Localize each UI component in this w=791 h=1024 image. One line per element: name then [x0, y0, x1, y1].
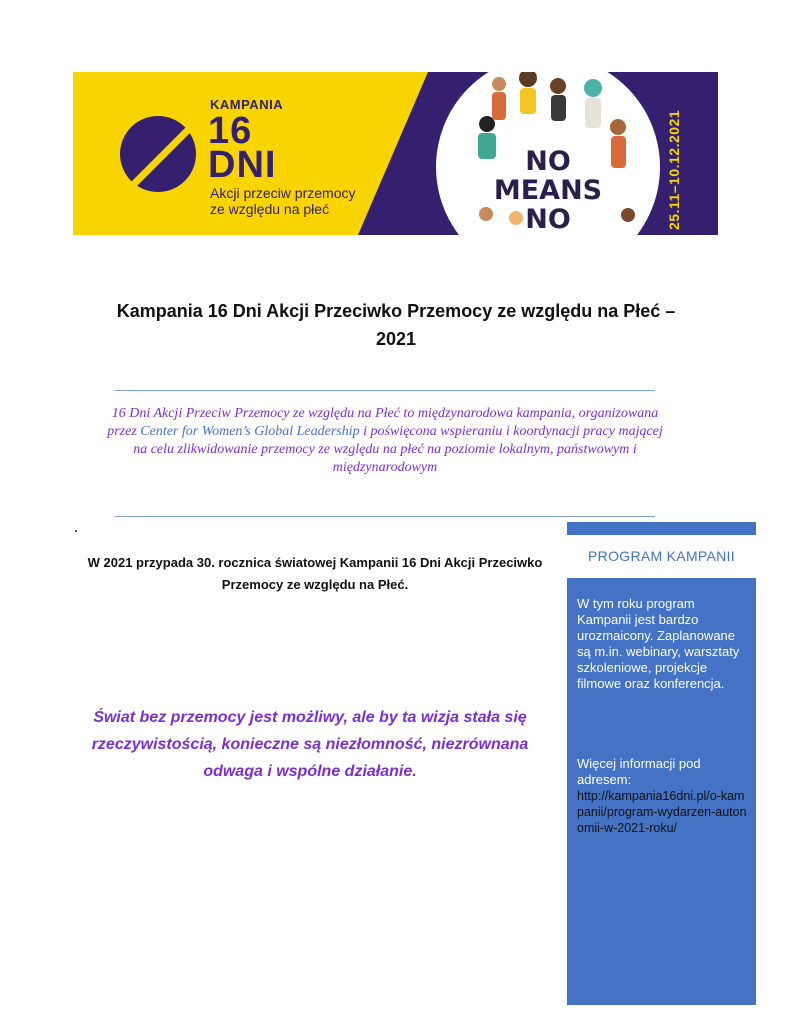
svg-text:NO: NO [525, 204, 571, 235]
banner-subtitle-line2: ze względu na płeć [210, 201, 330, 217]
svg-text:MEANS: MEANS [493, 175, 603, 206]
program-url-link[interactable]: http://kampania16dni.pl/o-kampanii/program-wydarzen-autonomii-w-2021-roku/ [577, 789, 747, 835]
sidebar-more-info: Więcej informacji pod adresem: [577, 756, 701, 787]
banner-graphic [73, 72, 718, 235]
sidebar-top-bar [567, 522, 756, 535]
anniversary-note [70, 552, 560, 596]
anniversary-line2: Przemocy ze względu na Płeć. [221, 577, 409, 592]
intro-paragraph [100, 405, 670, 477]
banner-dates: 25.11–10.12.2021 [666, 109, 682, 230]
stray-dot [75, 530, 77, 532]
page-title [70, 297, 722, 353]
svg-text:NO: NO [525, 146, 571, 177]
intro-text-2: i poświęcona wspieraniu i koordynacji pracy mającej na celu zlikwidowanie przemocy ze względu na płeć na poziomie lokalnym, państwowym i międzynarodowym [133, 424, 663, 475]
campaign-quote: Świat bez przemocy jest możliwy, ale by ta wizja stała się rzeczywistością, konieczne są niezłomność, niezrównana odwaga i wspólne działanie. [91, 709, 529, 780]
page-title-line1: Kampania 16 Dni Akcji Przeciwko Przemocy ze względu na Płeć – [116, 301, 676, 321]
banner-dni: DNI [208, 144, 277, 186]
divider-bottom [115, 516, 655, 517]
cwgl-link[interactable]: Center for Women’s Global Leadership [140, 424, 364, 439]
campaign-logo-icon [120, 116, 196, 192]
sidebar-heading: PROGRAM KAMPANII [567, 535, 756, 578]
banner-number: 16 [208, 110, 253, 152]
sidebar-body-text: W tym roku program Kampanii jest bardzo urozmaicony. Zaplanowane są m.in. webinary, warsztaty szkoleniowe, projekcje filmowe oraz konferencja. [577, 596, 740, 691]
anniversary-line1: W 2021 przypada 30. rocznica światowej Kampanii 16 Dni Akcji Przeciwko [87, 555, 543, 570]
banner-subtitle-line1: Akcji przeciw przemocy [210, 185, 356, 201]
campaign-banner [73, 72, 718, 235]
divider-top [115, 390, 655, 391]
sidebar-panel [567, 578, 756, 1005]
intro-text-1: 16 Dni Akcji Przeciw Przemocy ze względu na Płeć to międzynarodowa kampania, organizowana przez [107, 406, 659, 439]
banner-kampania-label: KAMPANIA [210, 97, 284, 112]
page-title-line2: 2021 [375, 329, 417, 349]
